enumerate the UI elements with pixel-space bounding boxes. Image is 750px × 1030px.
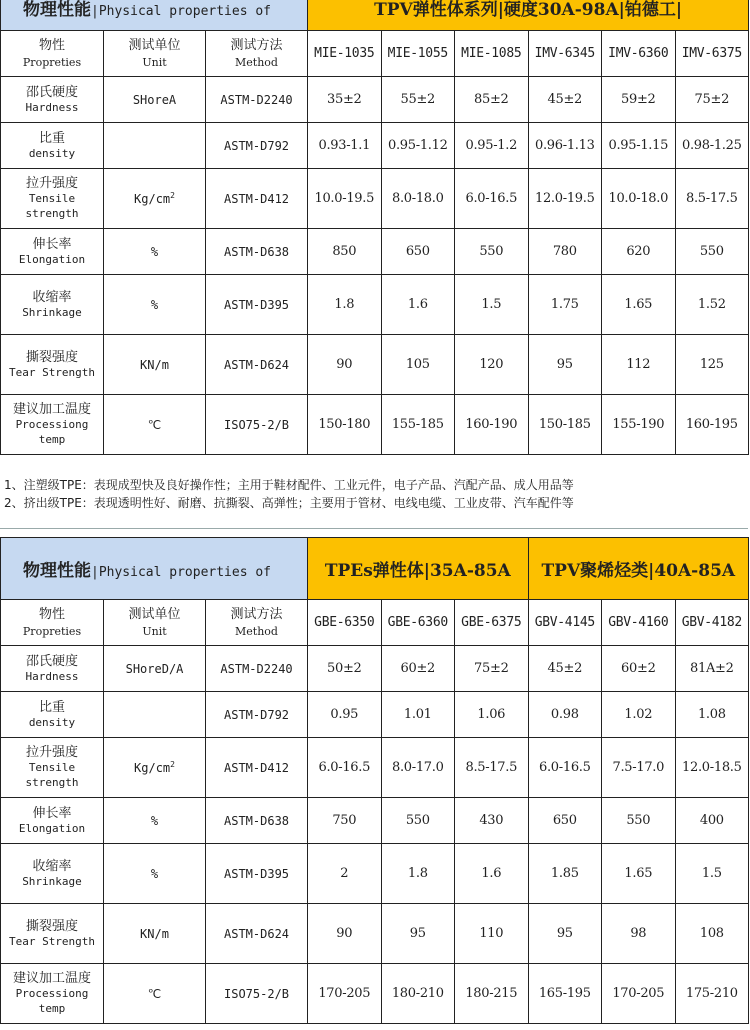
property-name-en-line2: temp [38, 433, 66, 446]
value-cell: 1.02 [602, 692, 676, 738]
value-cell: 95 [528, 904, 602, 964]
table-row [1, 904, 749, 964]
table-body [1, 77, 749, 455]
model-header: GBV-4160 [602, 600, 676, 646]
value-cell: 8.5-17.5 [675, 169, 749, 229]
property-unit [104, 169, 206, 229]
test-method: ASTM-D412 [206, 169, 308, 229]
value-cell: 650 [528, 798, 602, 844]
value-cell: 0.95-1.2 [455, 123, 529, 169]
value-cell: 850 [308, 229, 382, 275]
column-header-property: 物性 Propreties [1, 31, 104, 77]
unit-text: KN/m [140, 926, 169, 941]
column-header-property: 物性 Propreties [1, 600, 104, 646]
table-row [1, 275, 749, 335]
property-name-en: Shrinkage [22, 874, 82, 888]
property-name-cn: 邵氏硬度 [25, 653, 78, 669]
model-header: GBE-6350 [308, 600, 382, 646]
table-row [1, 395, 749, 455]
property-name-cn: 伸长率 [32, 236, 72, 252]
model-header: GBV-4145 [528, 600, 602, 646]
value-cell: 175-210 [675, 964, 749, 1024]
value-cell: 90 [308, 335, 382, 395]
property-unit [104, 692, 206, 738]
value-cell: 81A±2 [675, 646, 749, 692]
unit-text: KN/m [140, 357, 169, 372]
table-header-title: 物理性能|Physical properties of [1, 538, 308, 600]
value-cell: 75±2 [675, 77, 749, 123]
test-method: ASTM-D624 [206, 904, 308, 964]
properties-table-tpv [0, 0, 748, 455]
property-name-en: density [28, 146, 76, 160]
value-cell: 55±2 [381, 77, 455, 123]
property-label [1, 123, 104, 169]
table-body [1, 646, 749, 1024]
value-cell: 6.0-16.5 [308, 738, 382, 798]
unit-text: % [150, 244, 159, 259]
table-header-series-tpv: TPV聚烯烃类|40A-85A [528, 538, 749, 600]
property-name-en: Shrinkage [22, 305, 82, 319]
property-name-cn: 撕裂强度 [25, 918, 78, 934]
property-name-cn: 建议加工温度 [12, 971, 91, 986]
property-name-cn: 建议加工温度 [12, 402, 91, 417]
property-name-en: Tear Strength [8, 365, 96, 379]
property-name-cn: 比重 [38, 130, 65, 146]
property-name-en: Tear Strength [8, 934, 96, 948]
property-name-en: Tensile [28, 761, 76, 774]
table-row [1, 844, 749, 904]
value-cell: 60±2 [381, 646, 455, 692]
value-cell: 150-185 [528, 395, 602, 455]
table-row [1, 229, 749, 275]
test-method: ASTM-D792 [206, 692, 308, 738]
value-cell: 120 [455, 335, 529, 395]
property-unit [104, 844, 206, 904]
property-label [1, 844, 104, 904]
test-method: ASTM-D638 [206, 229, 308, 275]
value-cell: 1.6 [381, 275, 455, 335]
model-header: GBE-6360 [381, 600, 455, 646]
value-cell: 0.95-1.15 [602, 123, 676, 169]
property-label [1, 798, 104, 844]
table-row [1, 798, 749, 844]
value-cell: 1.5 [675, 844, 749, 904]
value-cell: 400 [675, 798, 749, 844]
table-row [1, 646, 749, 692]
value-cell: 105 [381, 335, 455, 395]
value-cell: 85±2 [455, 77, 529, 123]
value-cell: 750 [308, 798, 382, 844]
unit-text: SHoreD/A [125, 661, 184, 676]
property-unit [104, 646, 206, 692]
value-cell: 2 [308, 844, 382, 904]
unit-superscript: 2 [170, 760, 175, 769]
property-label [1, 646, 104, 692]
property-unit [104, 964, 206, 1024]
value-cell: 110 [455, 904, 529, 964]
usage-notes [4, 476, 746, 512]
value-cell: 780 [528, 229, 602, 275]
value-cell: 95 [381, 904, 455, 964]
property-name-cn: 撕裂强度 [25, 349, 78, 365]
value-cell: 112 [602, 335, 676, 395]
value-cell: 6.0-16.5 [455, 169, 529, 229]
unit-text: % [150, 297, 159, 312]
value-cell: 1.8 [308, 275, 382, 335]
value-cell: 10.0-18.0 [602, 169, 676, 229]
value-cell: 430 [455, 798, 529, 844]
value-cell: 180-210 [381, 964, 455, 1024]
unit-text: ℃ [147, 986, 162, 1001]
table-header-title: 物理性能|Physical properties of [1, 0, 308, 31]
test-method: ISO75-2/B [206, 964, 308, 1024]
property-label [1, 77, 104, 123]
value-cell: 1.75 [528, 275, 602, 335]
value-cell: 0.96-1.13 [528, 123, 602, 169]
model-header: IMV-6375 [675, 31, 749, 77]
column-header-method: 测试方法 Method [206, 600, 308, 646]
value-cell: 95 [528, 335, 602, 395]
test-method: ASTM-D624 [206, 335, 308, 395]
value-cell: 650 [381, 229, 455, 275]
value-cell: 90 [308, 904, 382, 964]
model-header: IMV-6360 [602, 31, 676, 77]
property-unit [104, 275, 206, 335]
model-header: GBV-4182 [675, 600, 749, 646]
model-header: MIE-1055 [381, 31, 455, 77]
value-cell: 180-215 [455, 964, 529, 1024]
table-row [1, 692, 749, 738]
property-label [1, 395, 104, 455]
table-header-series: TPV弹性体系列|硬度30A-98A|铂德工| [308, 0, 749, 31]
property-unit [104, 395, 206, 455]
value-cell: 0.93-1.1 [308, 123, 382, 169]
column-header-method: 测试方法 Method [206, 31, 308, 77]
value-cell: 160-195 [675, 395, 749, 455]
property-label [1, 335, 104, 395]
property-name-en: Processiong [15, 418, 89, 431]
value-cell: 108 [675, 904, 749, 964]
value-cell: 8.0-17.0 [381, 738, 455, 798]
property-label [1, 738, 104, 798]
value-cell: 125 [675, 335, 749, 395]
property-name-cn: 收缩率 [32, 858, 72, 874]
value-cell: 1.08 [675, 692, 749, 738]
property-name-en: Processiong [15, 987, 89, 1000]
value-cell: 1.01 [381, 692, 455, 738]
property-unit [104, 798, 206, 844]
value-cell: 155-185 [381, 395, 455, 455]
property-name-en-line2: strength [25, 776, 79, 789]
value-cell: 98 [602, 904, 676, 964]
value-cell: 60±2 [602, 646, 676, 692]
property-label [1, 275, 104, 335]
value-cell: 1.85 [528, 844, 602, 904]
unit-text: % [150, 813, 159, 828]
value-cell: 1.6 [455, 844, 529, 904]
property-name-en: Hardness [25, 100, 79, 114]
property-name-en: density [28, 715, 76, 729]
table-row [1, 335, 749, 395]
table-row [1, 77, 749, 123]
property-unit [104, 904, 206, 964]
test-method: ASTM-D412 [206, 738, 308, 798]
note-line: 2、挤出级TPE：表现透明性好、耐磨、抗撕裂、高弹性；主要用于管材、电线电缆、工业皮带、汽车配件等 [4, 496, 574, 510]
property-label [1, 692, 104, 738]
test-method: ASTM-D2240 [206, 646, 308, 692]
property-unit [104, 77, 206, 123]
value-cell: 1.8 [381, 844, 455, 904]
property-name-en: Elongation [18, 252, 86, 266]
value-cell: 1.65 [602, 844, 676, 904]
unit-text: % [150, 866, 159, 881]
test-method: ASTM-D2240 [206, 77, 308, 123]
unit-text: ℃ [147, 417, 162, 432]
model-header: MIE-1085 [455, 31, 529, 77]
property-name-cn: 比重 [38, 699, 65, 715]
property-name-cn: 拉升强度 [25, 176, 78, 191]
column-header-unit: 测试单位 Unit [104, 31, 206, 77]
unit-text: Kg/cm [134, 192, 171, 206]
property-unit [104, 123, 206, 169]
note-line: 1、注塑级TPE：表现成型快及良好操作性；主用于鞋材配件、工业元件，电子产品、汽配产品、成人用品等 [4, 478, 574, 492]
property-unit [104, 229, 206, 275]
test-method: ASTM-D395 [206, 275, 308, 335]
property-name-en: Hardness [25, 669, 79, 683]
value-cell: 550 [381, 798, 455, 844]
table-row [1, 169, 749, 229]
model-header: IMV-6345 [528, 31, 602, 77]
value-cell: 0.95 [308, 692, 382, 738]
unit-text: Kg/cm [134, 761, 171, 775]
property-unit [104, 738, 206, 798]
value-cell: 1.5 [455, 275, 529, 335]
value-cell: 1.65 [602, 275, 676, 335]
value-cell: 12.0-19.5 [528, 169, 602, 229]
value-cell: 12.0-18.5 [675, 738, 749, 798]
table-row [1, 123, 749, 169]
property-unit [104, 335, 206, 395]
value-cell: 1.06 [455, 692, 529, 738]
property-label [1, 169, 104, 229]
value-cell: 8.0-18.0 [381, 169, 455, 229]
value-cell: 170-205 [602, 964, 676, 1024]
property-name-cn: 邵氏硬度 [25, 84, 78, 100]
value-cell: 150-180 [308, 395, 382, 455]
value-cell: 160-190 [455, 395, 529, 455]
value-cell: 620 [602, 229, 676, 275]
property-label [1, 904, 104, 964]
unit-superscript: 2 [170, 191, 175, 200]
value-cell: 550 [602, 798, 676, 844]
model-header: MIE-1035 [308, 31, 382, 77]
unit-text: SHoreA [132, 92, 177, 107]
test-method: ISO75-2/B [206, 395, 308, 455]
property-name-cn: 收缩率 [32, 289, 72, 305]
property-name-en: Tensile [28, 192, 76, 205]
property-name-cn: 拉升强度 [25, 745, 78, 760]
value-cell: 165-195 [528, 964, 602, 1024]
value-cell: 170-205 [308, 964, 382, 1024]
value-cell: 550 [455, 229, 529, 275]
table-row [1, 738, 749, 798]
value-cell: 0.95-1.12 [381, 123, 455, 169]
value-cell: 10.0-19.5 [308, 169, 382, 229]
value-cell: 59±2 [602, 77, 676, 123]
model-header: GBE-6375 [455, 600, 529, 646]
property-label [1, 964, 104, 1024]
value-cell: 45±2 [528, 646, 602, 692]
property-name-en-line2: strength [25, 207, 79, 220]
value-cell: 45±2 [528, 77, 602, 123]
test-method: ASTM-D395 [206, 844, 308, 904]
value-cell: 35±2 [308, 77, 382, 123]
test-method: ASTM-D792 [206, 123, 308, 169]
value-cell: 50±2 [308, 646, 382, 692]
column-header-unit: 测试单位 Unit [104, 600, 206, 646]
property-label [1, 229, 104, 275]
value-cell: 1.52 [675, 275, 749, 335]
table-header-series-tpes: TPEs弹性体|35A-85A [308, 538, 529, 600]
properties-table-tpe [0, 537, 748, 1024]
value-cell: 155-190 [602, 395, 676, 455]
property-name-cn: 伸长率 [32, 805, 72, 821]
section-divider [0, 528, 748, 529]
value-cell: 550 [675, 229, 749, 275]
test-method: ASTM-D638 [206, 798, 308, 844]
property-name-en: Elongation [18, 821, 86, 835]
value-cell: 6.0-16.5 [528, 738, 602, 798]
property-name-en-line2: temp [38, 1002, 66, 1015]
value-cell: 7.5-17.0 [602, 738, 676, 798]
value-cell: 8.5-17.5 [455, 738, 529, 798]
value-cell: 75±2 [455, 646, 529, 692]
value-cell: 0.98 [528, 692, 602, 738]
value-cell: 0.98-1.25 [675, 123, 749, 169]
table-row [1, 964, 749, 1024]
